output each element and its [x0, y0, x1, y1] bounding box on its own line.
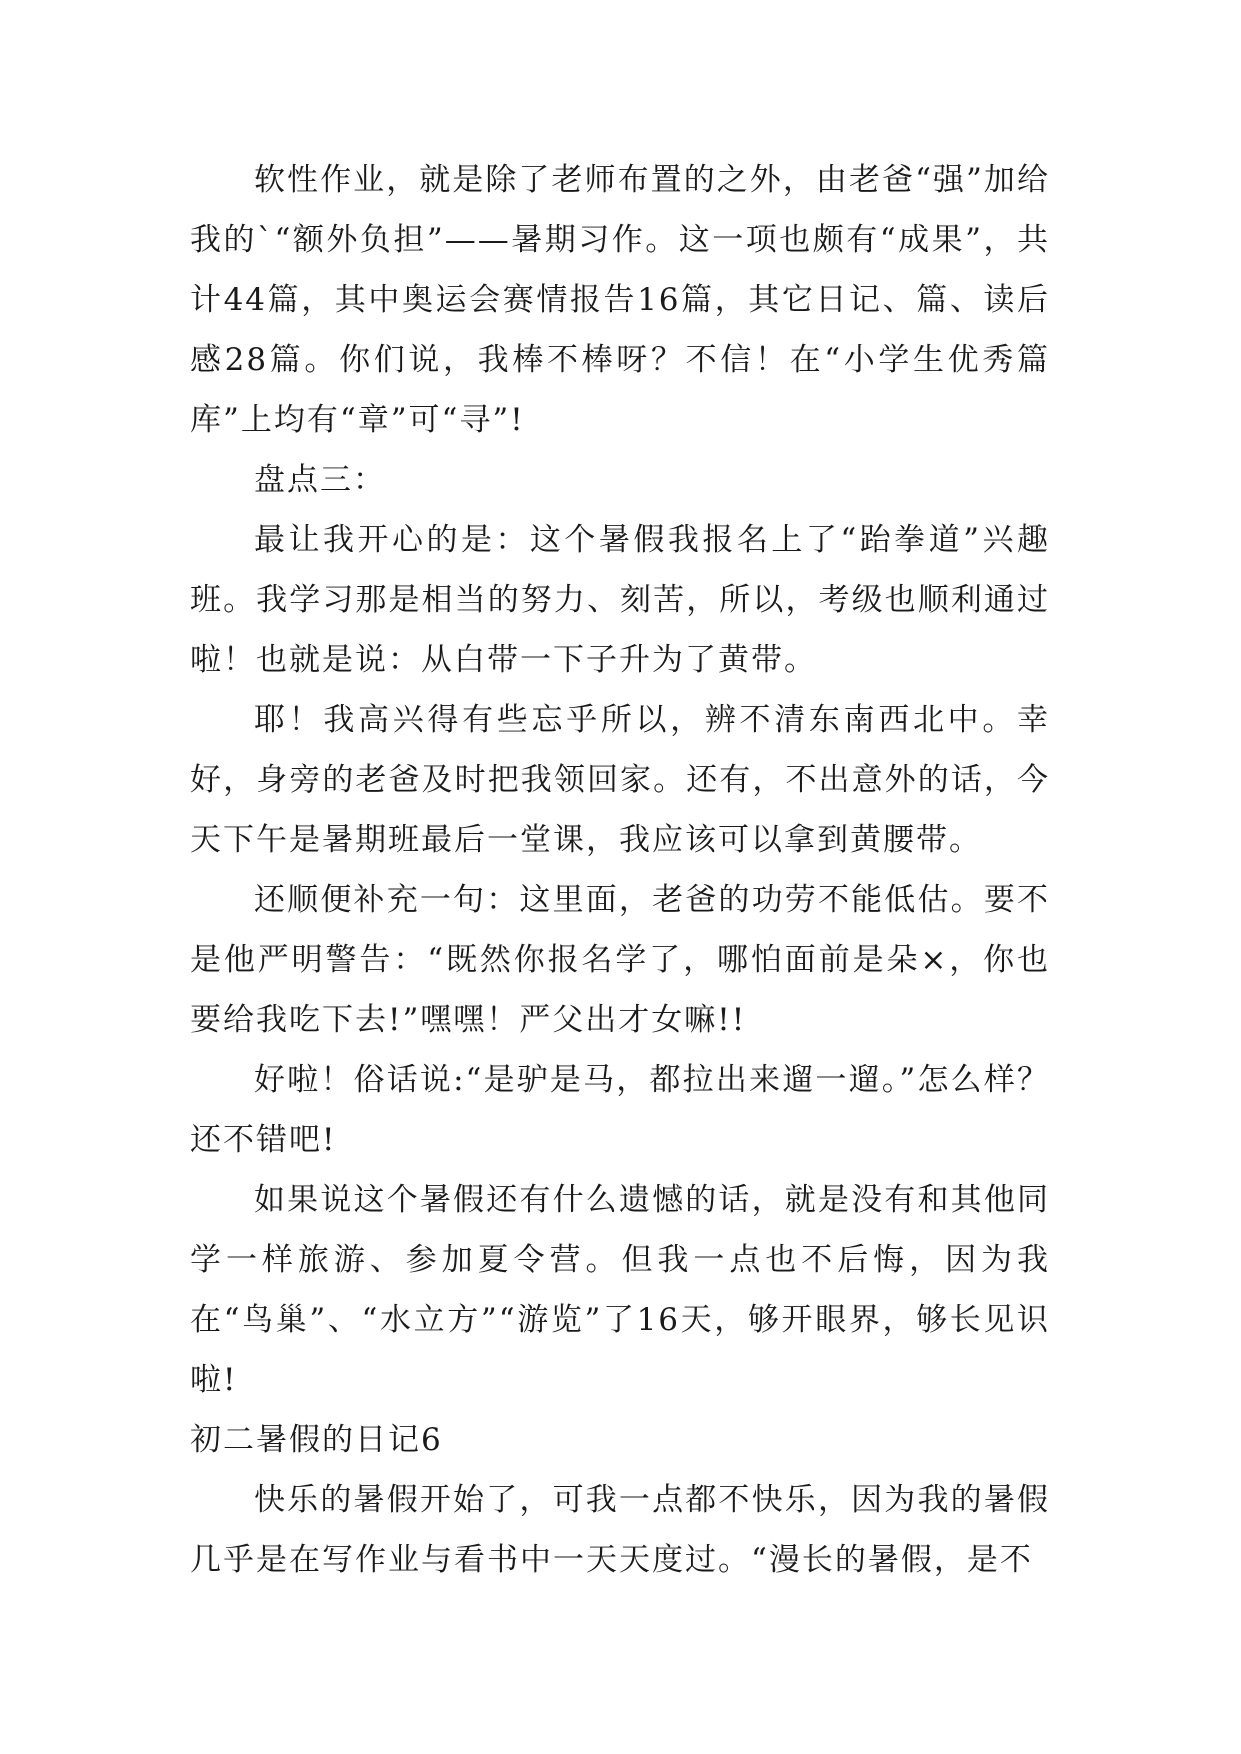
paragraph-proverb: 好啦！俗话说:“是驴是马，都拉出来遛一遛。”怎么样？还不错吧! [190, 1062, 1050, 1158]
paragraph-regret: 如果说这个暑假还有什么遗憾的话，就是没有和其他同学一样旅游、参加夏令营。但我一点也不后悔，因为我在“鸟巢”、“水立方”“游览”了16天，够开眼界，够长见识啦! [190, 1182, 1050, 1398]
paragraph-dad-warning: 还顺便补充一句：这里面，老爸的功劳不能低估。要不是他严明警告：“既然你报名学了，哪怕面前是朵×，你也要给我吃下去!”嘿嘿！严父出才女嘛!! [190, 882, 1050, 1038]
paragraph-taekwondo: 最让我开心的是：这个暑假我报名上了“跆拳道”兴趣班。我学习那是相当的努力、刻苦，所以，考级也顺利通过啦！也就是说：从白带一下子升为了黄带。 [190, 522, 1050, 678]
paragraph-summer-start: 快乐的暑假开始了，可我一点都不快乐，因为我的暑假几乎是在写作业与看书中一天天度过。“漫长的暑假，是不 [190, 1482, 1050, 1578]
paragraph-yellow-belt: 耶！我高兴得有些忘乎所以，辨不清东南西北中。幸好，身旁的老爸及时把我领回家。还有，不出意外的话，今天下午是暑期班最后一堂课，我应该可以拿到黄腰带。 [190, 702, 1050, 858]
document-body [190, 150, 1050, 1590]
paragraph-soft-homework: 软性作业，就是除了老师布置的之外，由老爸“强”加给我的`“额外负担”——暑期习作。这一项也颇有“成果”，共计44篇，其中奥运会赛情报告16篇，其它日记、篇、读后感28篇。你们说，我棒不棒呀？不信！在“小学生优秀篇库”上均有“章”可“寻”! [190, 162, 1050, 438]
section-heading: 初二暑假的日记6 [190, 1422, 443, 1458]
paragraph-inventory-three: 盘点三： [254, 462, 386, 498]
